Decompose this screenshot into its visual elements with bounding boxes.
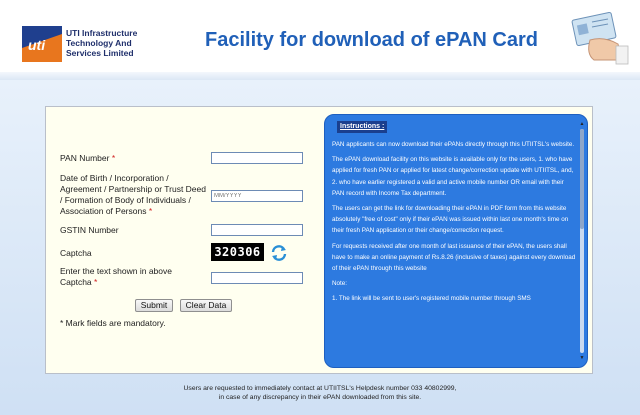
submit-button[interactable]: Submit (135, 299, 173, 312)
scrollbar-thumb[interactable] (580, 129, 584, 229)
scrollbar-track[interactable] (580, 129, 584, 353)
pan-number-label: PAN Number * (60, 153, 116, 163)
pan-card-hand-image (560, 10, 630, 66)
instructions-content (332, 121, 576, 309)
instruction-paragraph: For requests received after one month of last issuance of their ePAN, the users shall have to make an online payment of Rs.8.26 (inclusive of taxes) against every download of their ePAN through this website (332, 242, 576, 273)
scroll-down-icon[interactable]: ▼ (579, 355, 585, 361)
header-divider (0, 72, 640, 80)
instructions-title: Instructions : (337, 121, 387, 133)
footer-line: in case of any discrepancy in their ePAN downloaded from this site. (218, 394, 422, 401)
captcha-input[interactable] (211, 272, 303, 284)
logo-company-name: UTI Infrastructure Technology And Services Limited (66, 28, 138, 58)
captcha-input-label: Enter the text shown in above Captcha * (60, 266, 172, 287)
svg-text:uti: uti (28, 37, 46, 53)
footer-notice (0, 384, 640, 402)
instruction-paragraph: The users can get the link for downloading their ePAN in PDF form from this website absolutely "free of cost" only if their ePAN was issued within last one month's time on their fresh PAN application or their change/correction request. (332, 205, 569, 235)
instruction-paragraph: 1. The link will be sent to user's registered mobile number through SMS (332, 295, 531, 303)
pan-number-input[interactable] (211, 152, 303, 164)
footer-line: Users are requested to immediately contact at UTIITSL's Helpdesk number 033 40802999, (183, 385, 457, 392)
captcha-label: Captcha (60, 248, 92, 258)
instruction-paragraph: PAN applicants can now download their ePANs directly through this UTIITSL's website. (332, 141, 575, 148)
dob-label: Date of Birth / Incorporation / Agreement / Partnership or Trust Deed / Formation of Body of Individuals / Association of Persons * (60, 173, 206, 216)
refresh-captcha-icon[interactable] (270, 244, 288, 262)
scroll-up-icon[interactable]: ▲ (579, 121, 585, 127)
page-title: Facility for download of ePAN Card (205, 29, 538, 51)
clear-data-button[interactable]: Clear Data (180, 299, 232, 312)
instructions-scrollbar[interactable] (579, 121, 585, 361)
gstin-label: GSTIN Number (60, 225, 119, 235)
instruction-paragraph: The ePAN download facility on this website is available only for the users, 1. who have applied for fresh PAN or applied for latest change/correction update with UTIITSL, and, 2. who have earlier registered a valid and active mobile number OR email with their PAN record with Income Tax department. (332, 156, 574, 197)
mandatory-note: * Mark fields are mandatory. (60, 318, 166, 328)
gstin-input[interactable] (211, 224, 303, 236)
captcha-image: 320306 (211, 243, 264, 261)
page-header (0, 0, 640, 72)
instructions-box[interactable] (324, 114, 588, 368)
dob-input[interactable] (211, 190, 303, 202)
uti-logo (22, 26, 62, 62)
instruction-note-heading: Note: (332, 280, 348, 288)
